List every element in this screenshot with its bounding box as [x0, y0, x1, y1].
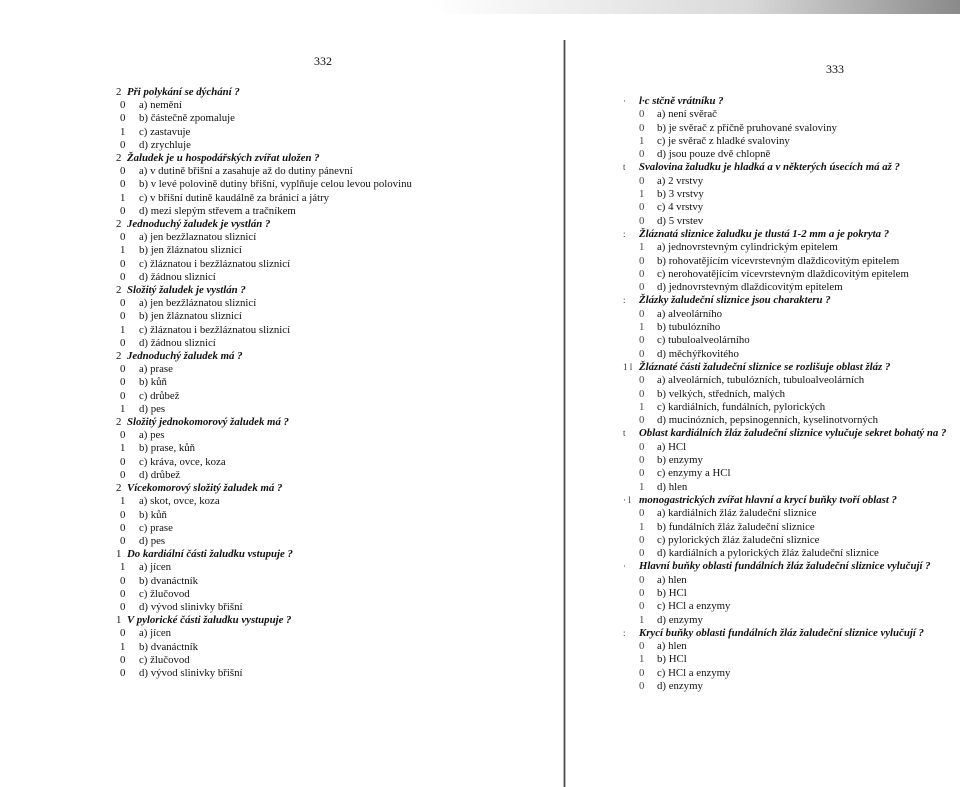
answer-score: 1 [120, 442, 126, 455]
answer-text: a) skot, ovce, koza [139, 495, 220, 508]
question [623, 161, 946, 174]
answer-text: d) jsou pouze dvě chlopně [657, 148, 771, 161]
answer-score: 1 [639, 520, 645, 533]
answer-score: 0 [120, 468, 126, 481]
answer-text: d) 5 vrstev [657, 214, 704, 227]
answer-score: 0 [120, 508, 126, 521]
answer-score: 0 [120, 204, 126, 217]
answer-text: d) enzymy [657, 613, 703, 626]
answer-text: b) dvanáctník [139, 574, 199, 587]
answer-text: a) jednovrstevným cylindrickým epitelem [657, 241, 838, 254]
question-points: 2 [116, 152, 122, 165]
answer-text: c) tubuloalveolárního [657, 334, 750, 347]
question [116, 86, 412, 99]
answer-score: 1 [639, 613, 645, 626]
answer-option [116, 324, 412, 337]
question-points: 1 [116, 614, 122, 627]
answer-option [116, 667, 412, 680]
answer-score: 0 [639, 334, 645, 347]
answer-score: 0 [120, 138, 126, 151]
answer-text: b) HCl [657, 586, 687, 599]
answer-text: a) není svěrač [657, 108, 717, 121]
answer-score: 0 [120, 376, 126, 389]
answer-score: 0 [120, 627, 126, 640]
answer-text: a) prase [139, 363, 173, 376]
answer-text: d) měchýřkovitého [657, 347, 739, 360]
answer-text: c) kardiálních, fundálních, pylorických [657, 400, 826, 413]
answer-text: b) velkých, středních, malých [657, 387, 786, 400]
answer-option [116, 258, 412, 271]
answer-score: 0 [120, 574, 126, 587]
answer-score: 0 [639, 267, 645, 280]
answer-text: b) jen žláznatou sliznicí [139, 244, 242, 257]
answer-text: a) kardiálních žláz žaludeční sliznice [657, 507, 817, 520]
answer-text: b) HCl [657, 653, 687, 666]
answer-text: a) pes [139, 429, 165, 442]
answer-score: 1 [639, 480, 645, 493]
answer-text: c) žláznatou i bezžláznatou sliznicí [139, 257, 291, 270]
answer-option [623, 521, 946, 534]
answer-option [116, 310, 412, 323]
answer-option [116, 139, 412, 152]
answer-score: 0 [639, 467, 645, 480]
question-text: Složitý jednokomorový žaludek má ? [127, 416, 289, 429]
answer-option [116, 297, 412, 310]
answer-option [116, 456, 412, 469]
answer-score: 0 [639, 121, 645, 134]
answer-score: 1 [639, 321, 645, 334]
answer-score: 0 [120, 336, 126, 349]
answer-text: a) nemění [139, 99, 182, 112]
question-text: Krycí buňky oblasti fundálních žláz žaludeční sliznice vylučují ? [639, 626, 924, 639]
question-points: · l [623, 494, 631, 505]
question-text: Žaludek je u hospodářských zvířat uložen ? [127, 152, 320, 165]
answer-text: d) mucinózních, pepsinogenních, kyselinotvorných [657, 414, 878, 427]
answer-option [116, 469, 412, 482]
answer-option [116, 231, 412, 244]
answer-text: a) HCl [657, 440, 687, 453]
answer-text: a) 2 vrstvy [657, 174, 704, 187]
question [116, 614, 412, 627]
answer-score: 0 [120, 231, 126, 244]
answer-text: a) alveolárního [657, 307, 723, 320]
question [623, 560, 946, 573]
answer-option [116, 403, 412, 416]
answer-option [623, 680, 946, 693]
answer-text: b) je svěrač z příčně pruhované svaloviny [657, 121, 837, 134]
answer-option [623, 441, 946, 454]
answer-text: d) vývod slinivky břišní [139, 666, 243, 679]
answer-score: 0 [639, 600, 645, 613]
answer-text: c) je svěrač z hladké svaloviny [657, 134, 790, 147]
answer-text: d) žádnou sliznicí [139, 336, 216, 349]
question-points: 1 [116, 548, 122, 561]
answer-option [623, 614, 946, 627]
answer-score: 0 [120, 600, 126, 613]
answer-option [116, 429, 412, 442]
answer-option [623, 640, 946, 653]
question-text: V pylorické části žaludku vystupuje ? [127, 614, 292, 627]
answer-score: 0 [639, 108, 645, 121]
question [623, 494, 946, 507]
answer-option [116, 165, 412, 178]
page-fold [563, 40, 566, 787]
answer-score: 1 [120, 561, 126, 574]
answer-text: a) v dutině břišní a zasahuje až do dutiny pánevní [139, 165, 353, 178]
answer-option [623, 321, 946, 334]
answer-score: 0 [120, 455, 126, 468]
question-points: 2 [116, 284, 122, 297]
answer-score: 0 [120, 178, 126, 191]
answer-option [623, 188, 946, 201]
question-text: Jednoduchý žaludek je vystlán ? [127, 218, 271, 231]
answer-text: b) jen žláznatou sliznicí [139, 310, 242, 323]
answer-option [116, 126, 412, 139]
answer-text: a) alveolárních, tubulózních, tubuloalveolárních [657, 374, 865, 387]
answer-option [116, 192, 412, 205]
answer-option [116, 588, 412, 601]
answer-option [116, 627, 412, 640]
answer-text: c) 4 vrstvy [657, 201, 704, 214]
answer-option [116, 575, 412, 588]
page-number-left: 332 [314, 54, 332, 68]
answer-text: a) jen bezžlaznatou sliznicí [139, 231, 257, 244]
answer-option [116, 601, 412, 614]
answer-text: d) hlen [657, 480, 688, 493]
answer-text: a) jen bezžláznatou sliznicí [139, 297, 257, 310]
answer-text: c) HCl a enzymy [657, 666, 731, 679]
question [623, 361, 946, 374]
answer-option [116, 244, 412, 257]
right-page [623, 95, 946, 693]
answer-option [623, 587, 946, 600]
answer-score: 0 [639, 573, 645, 586]
question-points: : [623, 295, 626, 306]
answer-text: d) enzymy [657, 680, 703, 693]
answer-option [623, 108, 946, 121]
question-text: Vícekomorový složitý žaludek má ? [127, 482, 283, 495]
answer-option [623, 401, 946, 414]
answer-option [623, 388, 946, 401]
answer-option [116, 337, 412, 350]
answer-score: 0 [120, 521, 126, 534]
answer-text: b) enzymy [657, 454, 703, 467]
answer-text: c) enzymy a HCl [657, 467, 731, 480]
question-text: Jednoduchý žaludek má ? [127, 350, 243, 363]
answer-score: 0 [639, 201, 645, 214]
question-points: 2 [116, 350, 122, 363]
question [623, 95, 946, 108]
answer-option [116, 654, 412, 667]
answer-text: a) jícen [139, 561, 172, 574]
answer-text: b) dvanáctník [139, 640, 199, 653]
answer-option [116, 205, 412, 218]
answer-text: b) rohovatějícím vícevrstevným dlaždicovitým epitelem [657, 254, 900, 267]
answer-score: 1 [120, 244, 126, 257]
page-number-right: 333 [826, 62, 844, 76]
answer-score: 0 [639, 214, 645, 227]
answer-score: 1 [639, 400, 645, 413]
question-text: Žlázky žaludeční sliznice jsou charakteru ? [639, 294, 831, 307]
answer-text: b) tubulózního [657, 321, 721, 334]
question [623, 294, 946, 307]
answer-score: 0 [120, 534, 126, 547]
question [623, 427, 946, 440]
answer-option [623, 653, 946, 666]
answer-option [116, 112, 412, 125]
answer-score: 0 [120, 297, 126, 310]
question-points: 2 [116, 416, 122, 429]
answer-option [623, 348, 946, 361]
answer-option [623, 600, 946, 613]
answer-score: 1 [120, 191, 126, 204]
answer-text: d) vývod slinivky břišní [139, 600, 243, 613]
answer-score: 0 [120, 666, 126, 679]
answer-score: 0 [639, 254, 645, 267]
answer-text: c) prase [139, 521, 173, 534]
question-text: Hlavní buňky oblasti fundálních žláz žaludeční sliznice vylučují ? [639, 560, 931, 573]
answer-option [116, 390, 412, 403]
answer-score: 0 [639, 387, 645, 400]
answer-score: 0 [120, 270, 126, 283]
answer-text: c) drůbež [139, 389, 180, 402]
answer-score: 1 [639, 188, 645, 201]
question-text: Složitý žaludek je vystlán ? [127, 284, 246, 297]
answer-option [623, 414, 946, 427]
answer-text: b) kůň [139, 376, 167, 389]
answer-option [623, 281, 946, 294]
answer-score: 0 [120, 310, 126, 323]
answer-score: 0 [639, 374, 645, 387]
answer-option [623, 534, 946, 547]
answer-option [623, 467, 946, 480]
answer-option [623, 507, 946, 520]
question-points: 2 [116, 482, 122, 495]
answer-text: d) mezi slepým střevem a tračníkem [139, 204, 296, 217]
answer-score: 0 [639, 507, 645, 520]
question [116, 350, 412, 363]
question-text: Žláznaté části žaludeční sliznice se rozlišuje oblast žláz ? [639, 360, 891, 373]
answer-score: 0 [639, 533, 645, 546]
answer-text: b) fundálních žláz žaludeční sliznice [657, 520, 815, 533]
answer-text: c) HCl a enzymy [657, 600, 731, 613]
answer-score: 0 [639, 640, 645, 653]
answer-option [116, 178, 412, 191]
question-points: : [623, 228, 626, 239]
question-points: t [623, 428, 626, 439]
answer-option [116, 376, 412, 389]
answer-score: 1 [120, 402, 126, 415]
answer-option [623, 201, 946, 214]
answer-text: a) jícen [139, 627, 172, 640]
answer-score: 0 [639, 347, 645, 360]
answer-option [116, 363, 412, 376]
question [116, 284, 412, 297]
answer-text: a) hlen [657, 573, 687, 586]
answer-text: c) žlučovod [139, 587, 190, 600]
question [116, 548, 412, 561]
question-points: 1 l [623, 361, 633, 372]
answer-text: d) žádnou sliznicí [139, 270, 216, 283]
answer-score: 0 [120, 587, 126, 600]
answer-score: 0 [639, 586, 645, 599]
answer-score: 1 [120, 125, 126, 138]
answer-score: 0 [639, 148, 645, 161]
answer-score: 0 [120, 389, 126, 402]
question-text: Při polykání se dýchání ? [127, 86, 240, 98]
answer-option [623, 268, 946, 281]
answer-score: 1 [639, 134, 645, 147]
answer-option [623, 334, 946, 347]
answer-text: d) drůbež [139, 468, 181, 481]
answer-text: b) v levé polovině dutiny břišní, vyplňuje celou levou polovinu [139, 178, 412, 191]
answer-option [623, 175, 946, 188]
answer-option [623, 454, 946, 467]
answer-text: d) zrychluje [139, 138, 191, 151]
answer-option [623, 574, 946, 587]
scan-edge-shadow [430, 0, 960, 14]
answer-score: 0 [639, 666, 645, 679]
answer-score: 0 [120, 99, 126, 112]
answer-option [116, 561, 412, 574]
question [116, 218, 412, 231]
answer-text: b) 3 vrstvy [657, 188, 704, 201]
answer-option [116, 641, 412, 654]
answer-text: d) pes [139, 534, 166, 547]
answer-text: b) částečně zpomaluje [139, 112, 235, 125]
answer-option [623, 122, 946, 135]
answer-score: 0 [120, 112, 126, 125]
answer-option [116, 522, 412, 535]
answer-option [623, 481, 946, 494]
question-text: Oblast kardiálních žláz žaludeční sliznice vylučuje sekret bohatý na ? [639, 427, 947, 440]
answer-text: b) kůň [139, 508, 167, 521]
answer-score: 0 [639, 174, 645, 187]
question [116, 482, 412, 495]
answer-text: a) hlen [657, 640, 687, 653]
answer-text: d) pes [139, 402, 166, 415]
answer-option [623, 374, 946, 387]
question-points: 2 [116, 218, 122, 231]
left-page [116, 86, 412, 680]
answer-score: 0 [120, 165, 126, 178]
answer-score: 0 [639, 680, 645, 693]
answer-score: 0 [639, 414, 645, 427]
answer-option [116, 495, 412, 508]
question [116, 152, 412, 165]
question-text: l·c stčně vrátníku ? [639, 95, 724, 107]
question [623, 228, 946, 241]
answer-option [116, 99, 412, 112]
answer-score: 0 [639, 307, 645, 320]
answer-score: 1 [120, 495, 126, 508]
question-points: 2 [116, 86, 122, 98]
answer-option [623, 215, 946, 228]
answer-text: c) zastavuje [139, 125, 191, 138]
question-text: monogastrických zvířat hlavní a krycí buňky tvoří oblast ? [639, 493, 897, 506]
answer-score: 1 [120, 640, 126, 653]
question-points: t [623, 162, 626, 173]
question-text: Svalovina žaludku je hladká a v některých úsecích má až ? [639, 161, 900, 174]
answer-score: 0 [639, 281, 645, 294]
answer-text: c) v břišní dutině kaudálně za bránicí a játry [139, 191, 330, 204]
answer-score: 1 [639, 653, 645, 666]
question-points: : [623, 627, 626, 638]
answer-option [623, 255, 946, 268]
answer-score: 0 [639, 440, 645, 453]
answer-option [116, 442, 412, 455]
answer-score: 1 [120, 323, 126, 336]
answer-score: 0 [120, 429, 126, 442]
question [623, 627, 946, 640]
answer-option [623, 667, 946, 680]
answer-text: d) jednovrstevným dlaždicovitým epitelem [657, 281, 843, 294]
answer-option [623, 547, 946, 560]
answer-score: 0 [639, 547, 645, 560]
answer-score: 1 [639, 241, 645, 254]
answer-option [623, 135, 946, 148]
answer-option [116, 535, 412, 548]
answer-text: c) nerohovatějícím vícevrstevným dlaždicovitým epitelem [657, 267, 909, 280]
answer-option [116, 509, 412, 522]
answer-option [623, 241, 946, 254]
answer-score: 0 [639, 454, 645, 467]
answer-score: 0 [120, 653, 126, 666]
answer-option [623, 148, 946, 161]
answer-text: d) kardiálních a pylorických žláz žaludeční sliznice [657, 547, 879, 560]
question-text: Do kardiální části žaludku vstupuje ? [127, 548, 293, 561]
answer-score: 0 [120, 363, 126, 376]
answer-text: b) prase, kůň [139, 442, 196, 455]
answer-text: c) kráva, ovce, koza [139, 455, 226, 468]
answer-score: 0 [120, 257, 126, 270]
answer-text: c) žlučovod [139, 653, 190, 666]
answer-text: c) pylorických žláz žaludeční sliznice [657, 533, 820, 546]
answer-text: c) žláznatou i bezžláznatou sliznicí [139, 323, 291, 336]
question-points: · [623, 561, 626, 572]
question-text: Žláznatá sliznice žaludku je tlustá 1-2 mm a je pokryta ? [639, 227, 890, 240]
question-points: · [623, 96, 626, 106]
answer-option [116, 271, 412, 284]
answer-option [623, 308, 946, 321]
question [116, 416, 412, 429]
